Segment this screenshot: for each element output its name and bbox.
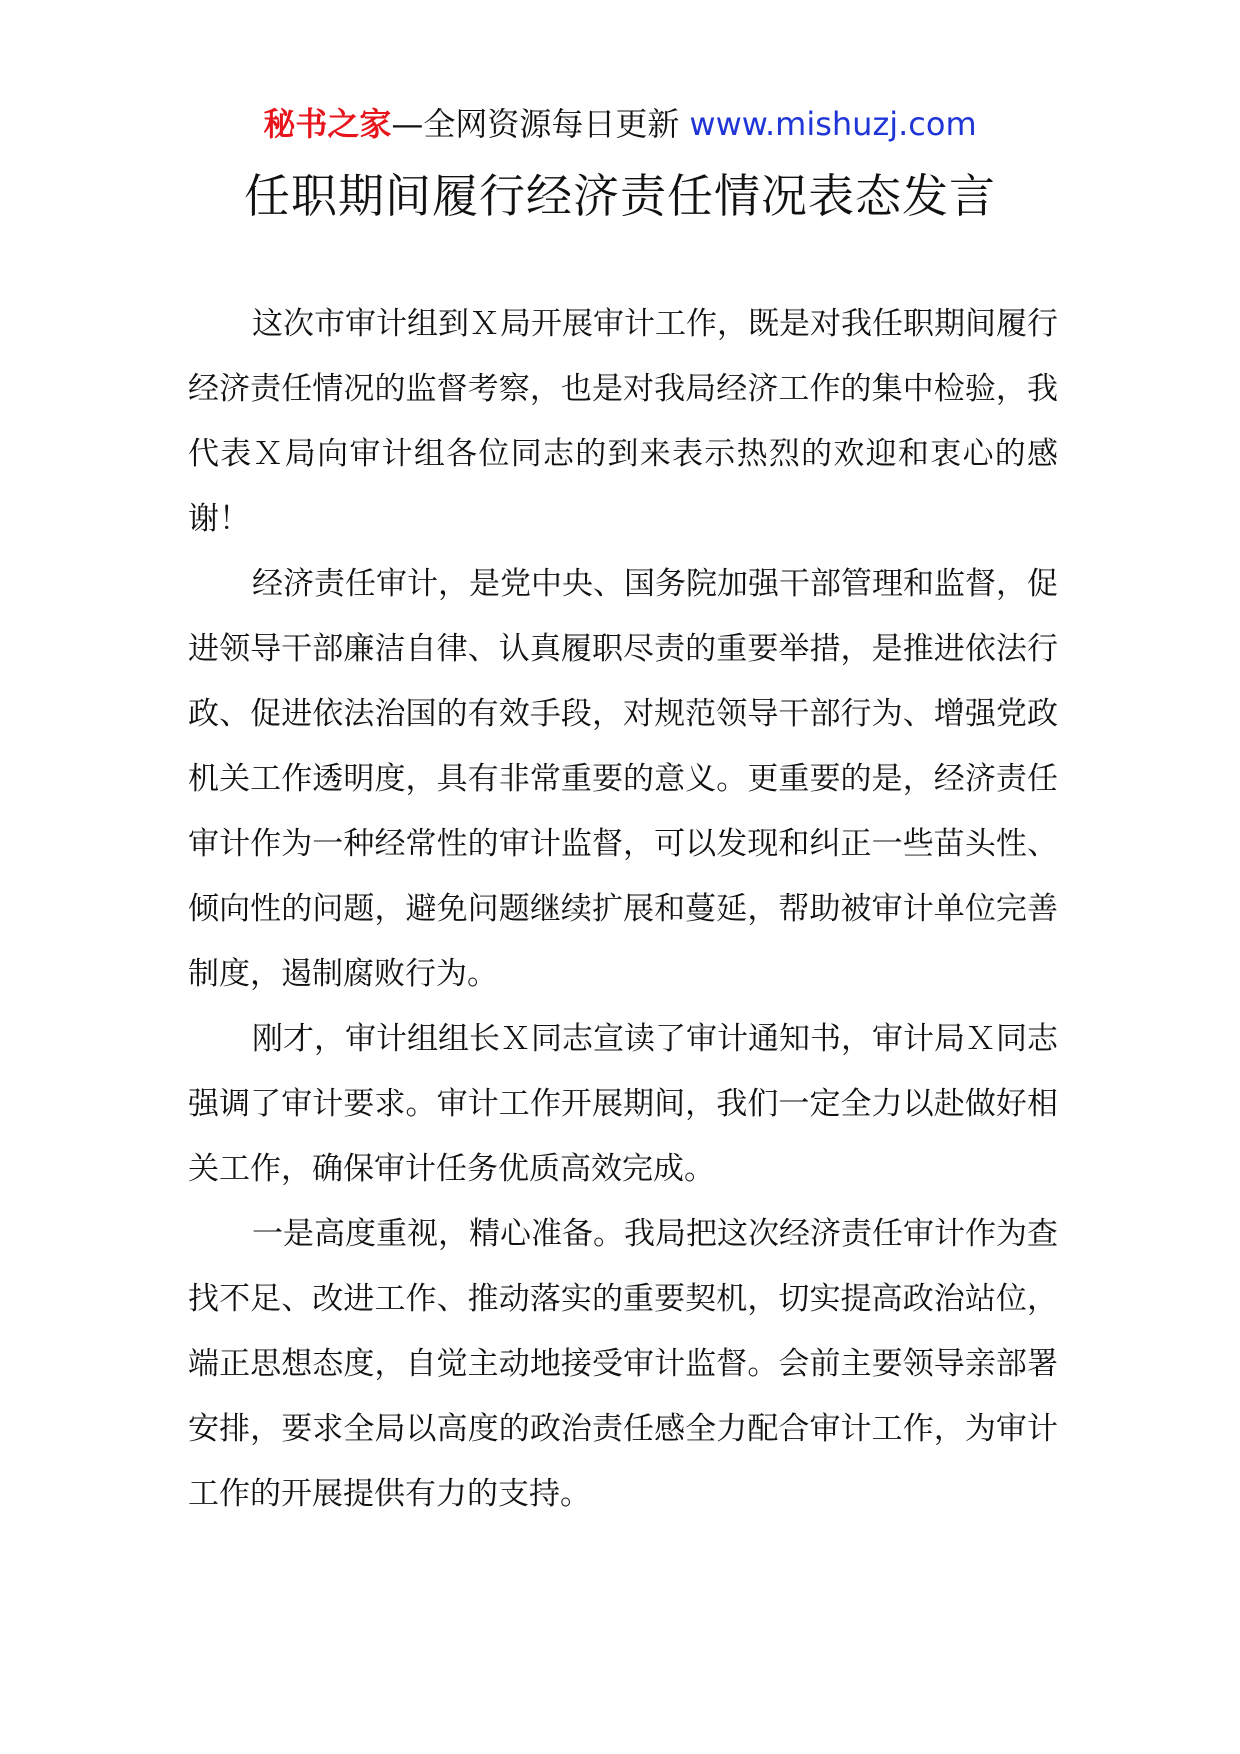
site-banner: [0, 104, 1240, 144]
brand-name: 秘书之家: [263, 105, 392, 143]
paragraph-4: 一是高度重视，精心准备。我局把这次经济责任审计作为查找不足、改进工作、推动落实的重要契机，切实提高政治站位，端正思想态度，自觉主动地接受审计监督。会前主要领导亲部署安排，要求全局以高度的政治责任感全力配合审计工作，为审计工作的开展提供有力的支持。: [188, 1216, 1058, 1512]
paragraph-2: 经济责任审计，是党中央、国务院加强干部管理和监督，促进领导干部廉洁自律、认真履职尽责的重要举措，是推进依法行政、促进依法治国的有效手段，对规范领导干部行为、增强党政机关工作透明度，具有非常重要的意义。更重要的是，经济责任审计作为一种经常性的审计监督，可以发现和纠正一些苗头性、倾向性的问题，避免问题继续扩展和蔓延，帮助被审计单位完善制度，遏制腐败行为。: [188, 566, 1058, 992]
paragraph-1: 这次市审计组到Ｘ局开展审计工作，既是对我任职期间履行经济责任情况的监督考察，也是对我局经济工作的集中检验，我代表Ｘ局向审计组各位同志的到来表示热烈的欢迎和衷心的感谢！: [188, 306, 1058, 537]
paragraph-3: 刚才，审计组组长Ｘ同志宣读了审计通知书，审计局Ｘ同志强调了审计要求。审计工作开展期间，我们一定全力以赴做好相关工作，确保审计任务优质高效完成。: [188, 1021, 1058, 1187]
site-url-link[interactable]: www.mishuzj.com: [689, 105, 977, 143]
document-title: 任职期间履行经济责任情况表态发言: [244, 169, 996, 223]
document-body: [188, 292, 1058, 1527]
banner-tagline: —全网资源每日更新: [391, 105, 680, 143]
